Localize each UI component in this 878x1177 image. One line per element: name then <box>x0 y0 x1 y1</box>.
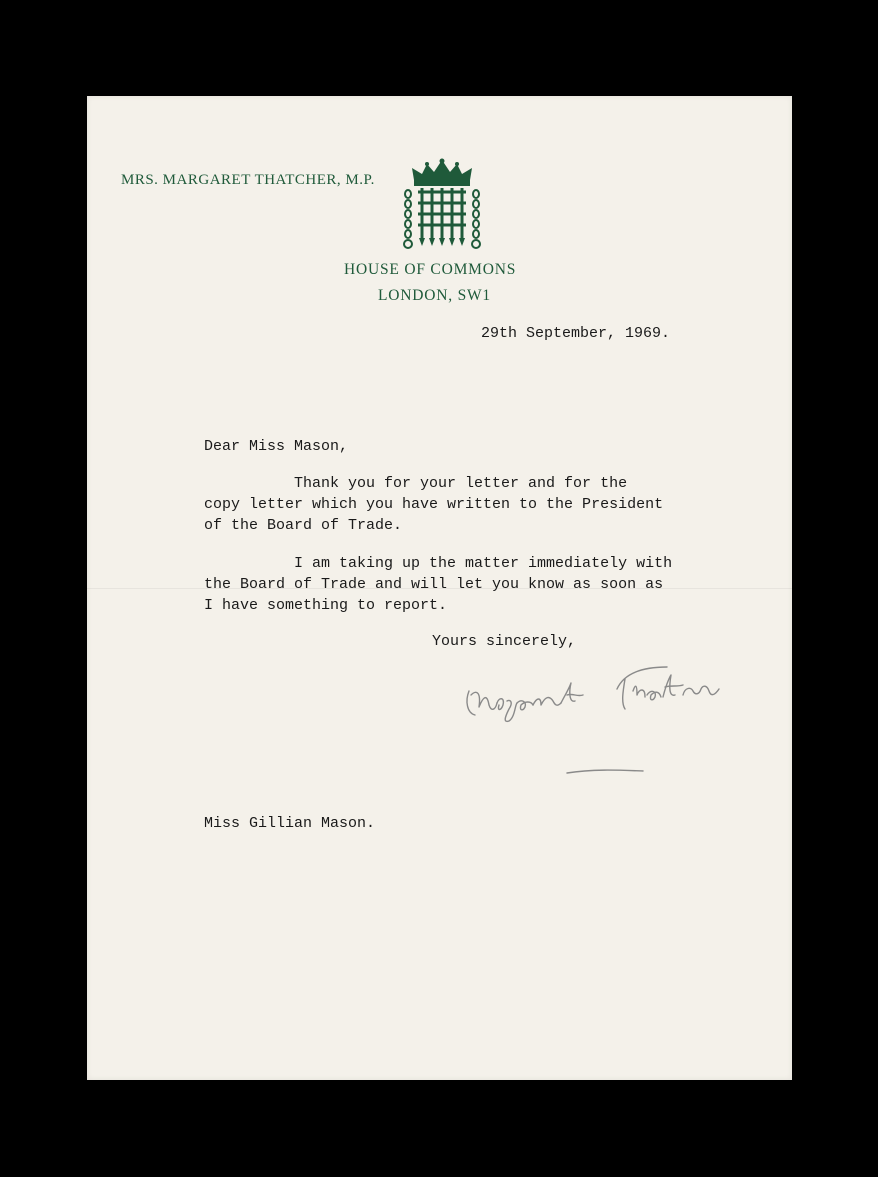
handwritten-signature <box>457 661 742 786</box>
address-line-house: HOUSE OF COMMONS <box>344 261 517 278</box>
salutation: Dear Miss Mason, <box>204 438 349 455</box>
portcullis-crown-icon <box>402 158 482 252</box>
letter-date: 29th September, 1969. <box>481 325 671 342</box>
body-paragraph-1: Thank you for your letter and for the copy letter which you have written to the President of the Board of Trade. <box>204 475 664 534</box>
letter-sheet <box>87 96 792 1080</box>
sender-name: MRS. MARGARET THATCHER, M.P. <box>121 172 375 188</box>
closing: Yours sincerely, <box>432 633 577 650</box>
body-paragraph-2: I am taking up the matter immediately with the Board of Trade and will let you know as soon as I have something to report. <box>204 555 673 614</box>
recipient-name: Miss Gillian Mason. <box>204 815 376 832</box>
address-line-london: LONDON, SW1 <box>378 287 491 304</box>
